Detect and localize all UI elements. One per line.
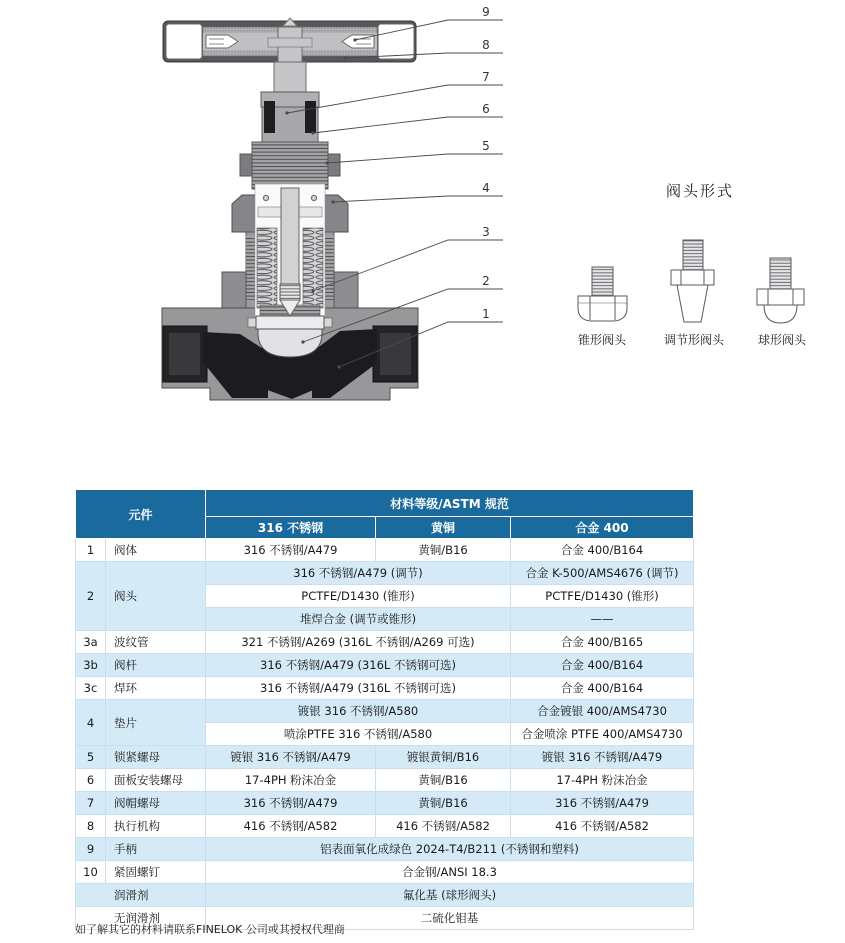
header-col-alloy400: 合金 400 [511, 517, 694, 539]
component-name: 无润滑剂 [76, 907, 206, 930]
header-col-brass: 黄铜 [376, 517, 511, 539]
component-number: 3b [76, 654, 106, 677]
component-number: 6 [76, 769, 106, 792]
header-component: 元件 [76, 490, 206, 539]
material-cell: 316 不锈钢/A479 [511, 792, 694, 815]
valve-diagram-svg [0, 0, 845, 470]
footer-note: 如了解其它的材料请联系FINELOK 公司或其授权代理商 [75, 923, 345, 936]
material-cell: 合金 400/B164 [511, 654, 694, 677]
callout-number: 1 [482, 307, 490, 321]
material-cell: 合金喷涂 PTFE 400/AMS4730 [511, 723, 694, 746]
component-number: 8 [76, 815, 106, 838]
material-cell: PCTFE/D1430 (锥形) [206, 585, 511, 608]
callout-number: 9 [482, 5, 490, 19]
inlet-port [163, 326, 207, 382]
callout-6 [311, 102, 503, 135]
material-cell: 合金 400/B165 [511, 631, 694, 654]
callout-number: 5 [482, 139, 490, 153]
head-form-label-regulating: 调节形阀头 [663, 333, 724, 347]
table-row [76, 700, 694, 723]
material-cell: 堆焊合金 (调节或锥形) [206, 608, 511, 631]
component-name: 焊环 [106, 677, 206, 700]
material-cell: 镀银 316 不锈钢/A580 [206, 700, 511, 723]
table-row [76, 654, 694, 677]
material-cell: 合金钢/ANSI 18.3 [206, 861, 694, 884]
component-number: 3c [76, 677, 106, 700]
table-row [76, 631, 694, 654]
material-cell: 喷涂PTFE 316 不锈钢/A580 [206, 723, 511, 746]
material-cell: —— [511, 608, 694, 631]
component-number: 2 [76, 562, 106, 631]
component-number: 10 [76, 861, 106, 884]
head-form-label-ball: 球形阀头 [757, 333, 806, 347]
material-cell: 黄铜/B16 [376, 769, 511, 792]
component-name: 阀杆 [106, 654, 206, 677]
component-name: 阀头 [106, 562, 206, 631]
header-col-316ss: 316 不锈钢 [206, 517, 376, 539]
component-name: 手柄 [106, 838, 206, 861]
table-row [76, 861, 694, 884]
component-number: 3a [76, 631, 106, 654]
table-row [76, 815, 694, 838]
diagram-area [0, 0, 845, 470]
material-cell: 镀银 316 不锈钢/A479 [511, 746, 694, 769]
component-name: 润滑剂 [76, 884, 206, 907]
head-forms-title: 阀头形式 [665, 182, 734, 200]
component-number: 1 [76, 539, 106, 562]
material-cell: 316 不锈钢/A479 [206, 539, 376, 562]
material-cell: 氟化基 (球形阀头) [206, 884, 694, 907]
component-name: 阀体 [106, 539, 206, 562]
component-name: 执行机构 [106, 815, 206, 838]
material-cell: 合金 400/B164 [511, 677, 694, 700]
material-cell: 合金镀银 400/AMS4730 [511, 700, 694, 723]
component-number: 4 [76, 700, 106, 746]
component-number: 5 [76, 746, 106, 769]
material-cell: 镀银 316 不锈钢/A479 [206, 746, 376, 769]
material-cell: 合金 K-500/AMS4676 (调节) [511, 562, 694, 585]
component-name: 阀帽螺母 [106, 792, 206, 815]
material-cell: 二硫化钼基 [206, 907, 694, 930]
valve-cross-section [162, 5, 503, 400]
callout-number: 7 [482, 70, 490, 84]
table-row [76, 562, 694, 585]
material-cell: 17-4PH 粉沫冶金 [206, 769, 376, 792]
regulating-head-drawing [671, 240, 714, 322]
callout-number: 3 [482, 225, 490, 239]
ball-head-drawing [757, 258, 804, 323]
component-name: 波纹管 [106, 631, 206, 654]
panel-mount-nut [240, 154, 252, 176]
outlet-port [373, 326, 417, 382]
material-cell: 321 不锈钢/A269 (316L 不锈钢/A269 可选) [206, 631, 511, 654]
materials-table [75, 489, 694, 930]
table-row [76, 838, 694, 861]
table-row [76, 884, 694, 907]
head-form-label-cone: 锥形阀头 [577, 333, 626, 347]
material-cell: PCTFE/D1430 (锥形) [511, 585, 694, 608]
material-cell: 316 不锈钢/A479 [206, 792, 376, 815]
material-cell: 416 不锈钢/A582 [376, 815, 511, 838]
callout-number: 8 [482, 38, 490, 52]
material-cell: 316 不锈钢/A479 (316L 不锈钢可选) [206, 677, 511, 700]
component-name: 面板安装螺母 [106, 769, 206, 792]
component-number: 7 [76, 792, 106, 815]
table-row [76, 539, 694, 562]
cone-head-drawing [578, 267, 627, 321]
panel-mount-nut [328, 154, 340, 176]
table-row [76, 677, 694, 700]
material-cell: 416 不锈钢/A582 [511, 815, 694, 838]
material-cell: 17-4PH 粉沫冶金 [511, 769, 694, 792]
callout-4 [331, 181, 503, 204]
material-cell: 316 不锈钢/A479 (调节) [206, 562, 511, 585]
table-row [76, 792, 694, 815]
material-cell: 合金 400/B164 [511, 539, 694, 562]
material-cell: 铝表面氧化成绿色 2024-T4/B211 (不锈钢和塑料) [206, 838, 694, 861]
material-cell: 黄铜/B16 [376, 539, 511, 562]
header-material-spec: 材料等级/ASTM 规范 [206, 490, 694, 517]
component-number: 9 [76, 838, 106, 861]
material-cell: 316 不锈钢/A479 (316L 不锈钢可选) [206, 654, 511, 677]
table-row [76, 746, 694, 769]
component-name: 垫片 [106, 700, 206, 746]
callout-number: 6 [482, 102, 490, 116]
materials-table-body [76, 539, 694, 930]
component-name: 紧固螺钉 [106, 861, 206, 884]
table-row [76, 769, 694, 792]
component-name: 锁紧螺母 [106, 746, 206, 769]
callout-number: 4 [482, 181, 490, 195]
material-cell: 黄铜/B16 [376, 792, 511, 815]
material-cell: 416 不锈钢/A582 [206, 815, 376, 838]
callout-5 [325, 139, 503, 165]
materials-table-section [75, 489, 693, 930]
material-cell: 镀银黄铜/B16 [376, 746, 511, 769]
head-form-drawings [578, 240, 804, 323]
callout-number: 2 [482, 274, 490, 288]
